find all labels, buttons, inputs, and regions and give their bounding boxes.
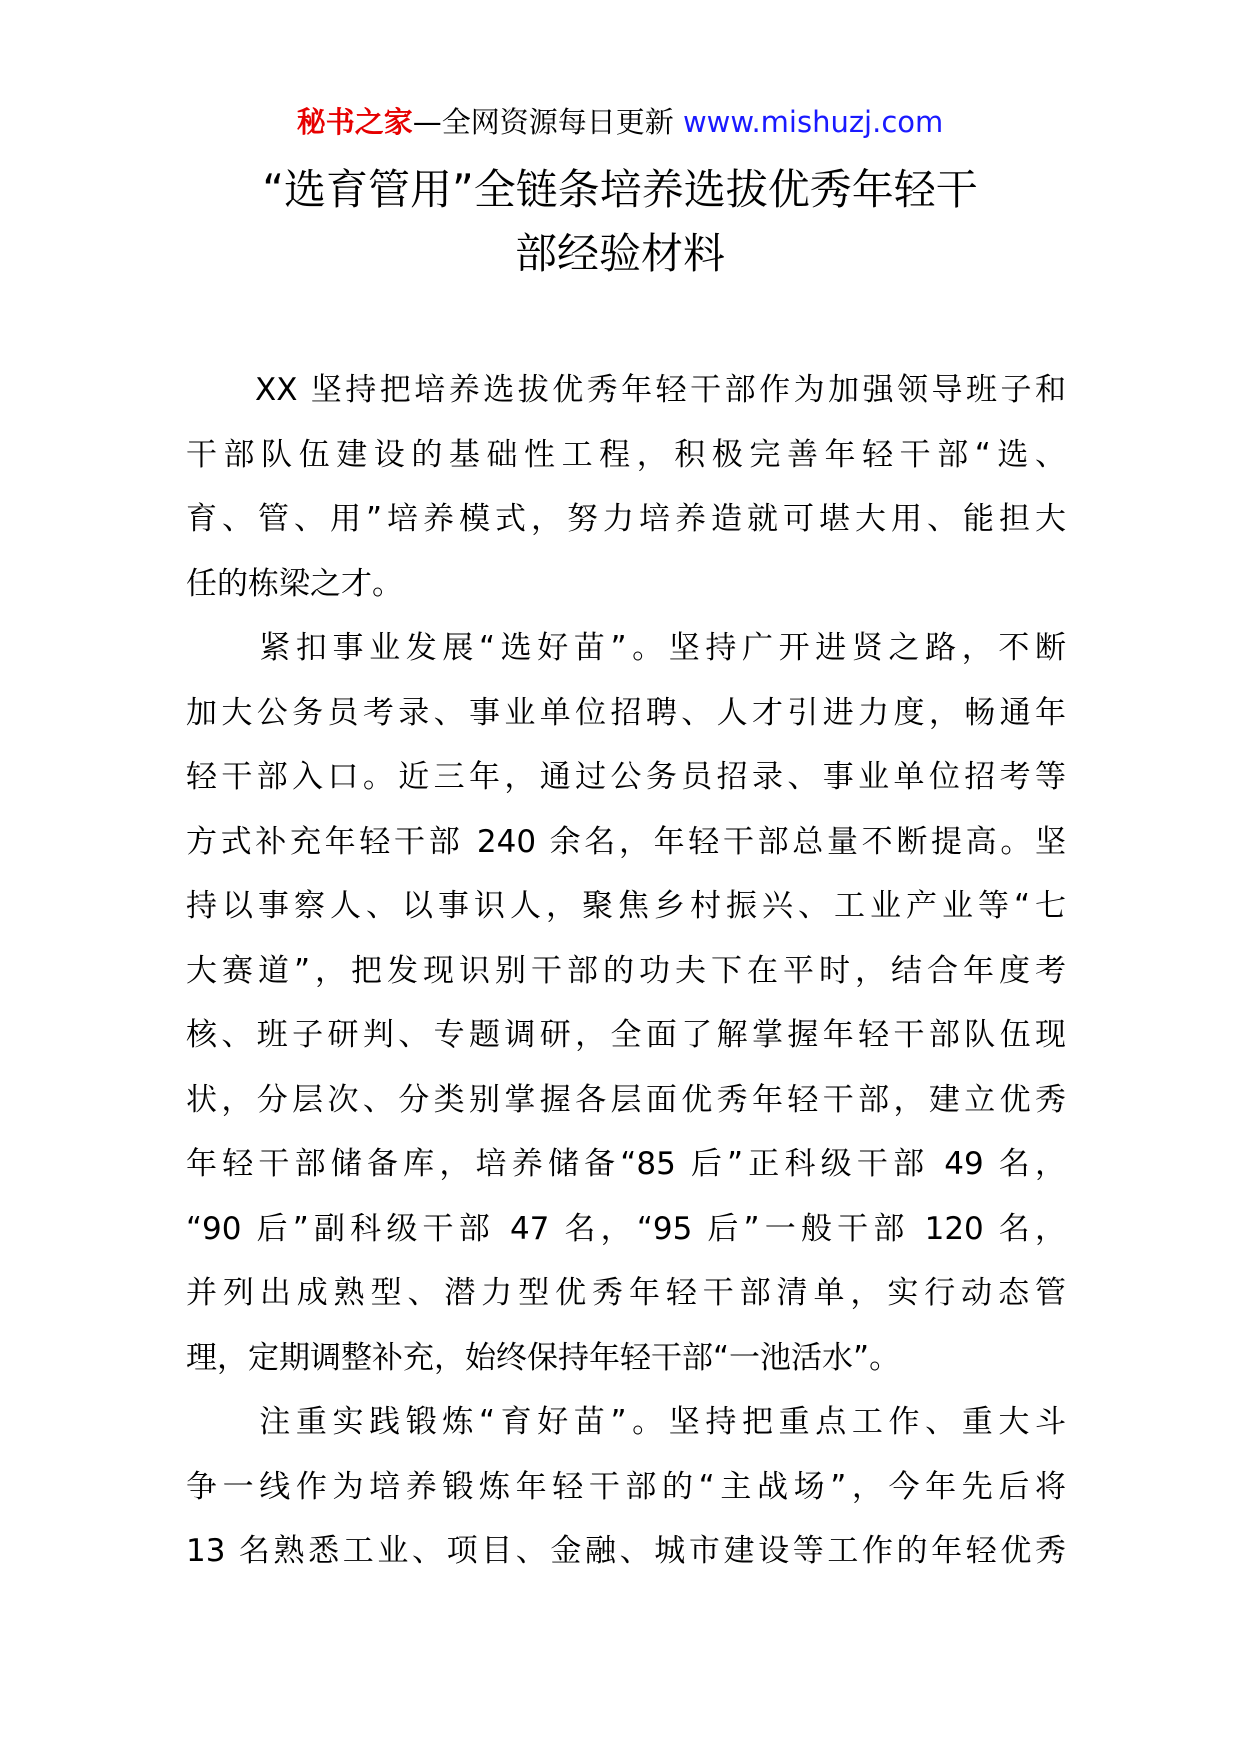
text-line: 紧扣事业发展“选好苗”。坚持广开进贤之路，不断 [186,630,1066,666]
document-title [150,158,1090,286]
text-line: 状，分层次、分类别掌握各层面优秀年轻干部，建立优秀 [186,1081,1066,1118]
body-paragraph [186,1390,1066,1584]
site-url-link[interactable]: www.mishuzj.com [682,105,944,139]
text-line: 注重实践锻炼“育好苗”。坚持把重点工作、重大斗 [186,1404,1066,1440]
text-line: XX 坚持把培养选拔优秀年轻干部作为加强领导班子和 [186,372,1066,408]
text-line: 理，定期调整补充，始终保持年轻干部“一池活水”。 [186,1339,901,1376]
text-line: 加大公务员考录、事业单位招聘、人才引进力度，畅通年 [186,694,1066,731]
text-line: 轻干部入口。近三年，通过公务员招录、事业单位招考等 [186,759,1066,795]
text-line: 任的栋梁之才。 [186,565,403,602]
text-line: 育、管、用”培养模式，努力培养造就可堪大用、能担大 [186,501,1066,537]
text-line: “90 后”副科级干部 47 名，“95 后”一般干部 120 名， [186,1210,1066,1247]
body-paragraph [186,616,1066,1390]
title-line: “选育管用”全链条培养选拔优秀年轻干 [262,165,978,214]
text-line: 持以事察人、以事识人，聚焦乡村振兴、工业产业等“七 [186,888,1066,924]
brand-name: 秘书之家 [296,105,413,139]
text-line: 争一线作为培养锻炼年轻干部的“主战场”，今年先后将 [186,1468,1066,1505]
text-line: 大赛道”，把发现识别干部的功夫下在平时，结合年度考 [186,952,1066,989]
text-line: 年轻干部储备库，培养储备“85 后”正科级干部 49 名， [186,1146,1066,1182]
text-line: 干部队伍建设的基础性工程，积极完善年轻干部“选、 [186,436,1066,473]
header-tagline: —全网资源每日更新 [412,105,683,139]
body-paragraph [186,358,1066,616]
text-line: 并列出成熟型、潜力型优秀年轻干部清单，实行动态管 [186,1275,1066,1311]
site-header [0,102,1240,142]
text-line: 13 名熟悉工业、项目、金融、城市建设等工作的年轻优秀 [186,1533,1066,1569]
title-line: 部经验材料 [514,229,725,278]
text-line: 核、班子研判、专题调研，全面了解掌握年轻干部队伍现 [186,1017,1066,1053]
text-line: 方式补充年轻干部 240 余名，年轻干部总量不断提高。坚 [186,823,1066,860]
document-body [186,358,1066,1584]
